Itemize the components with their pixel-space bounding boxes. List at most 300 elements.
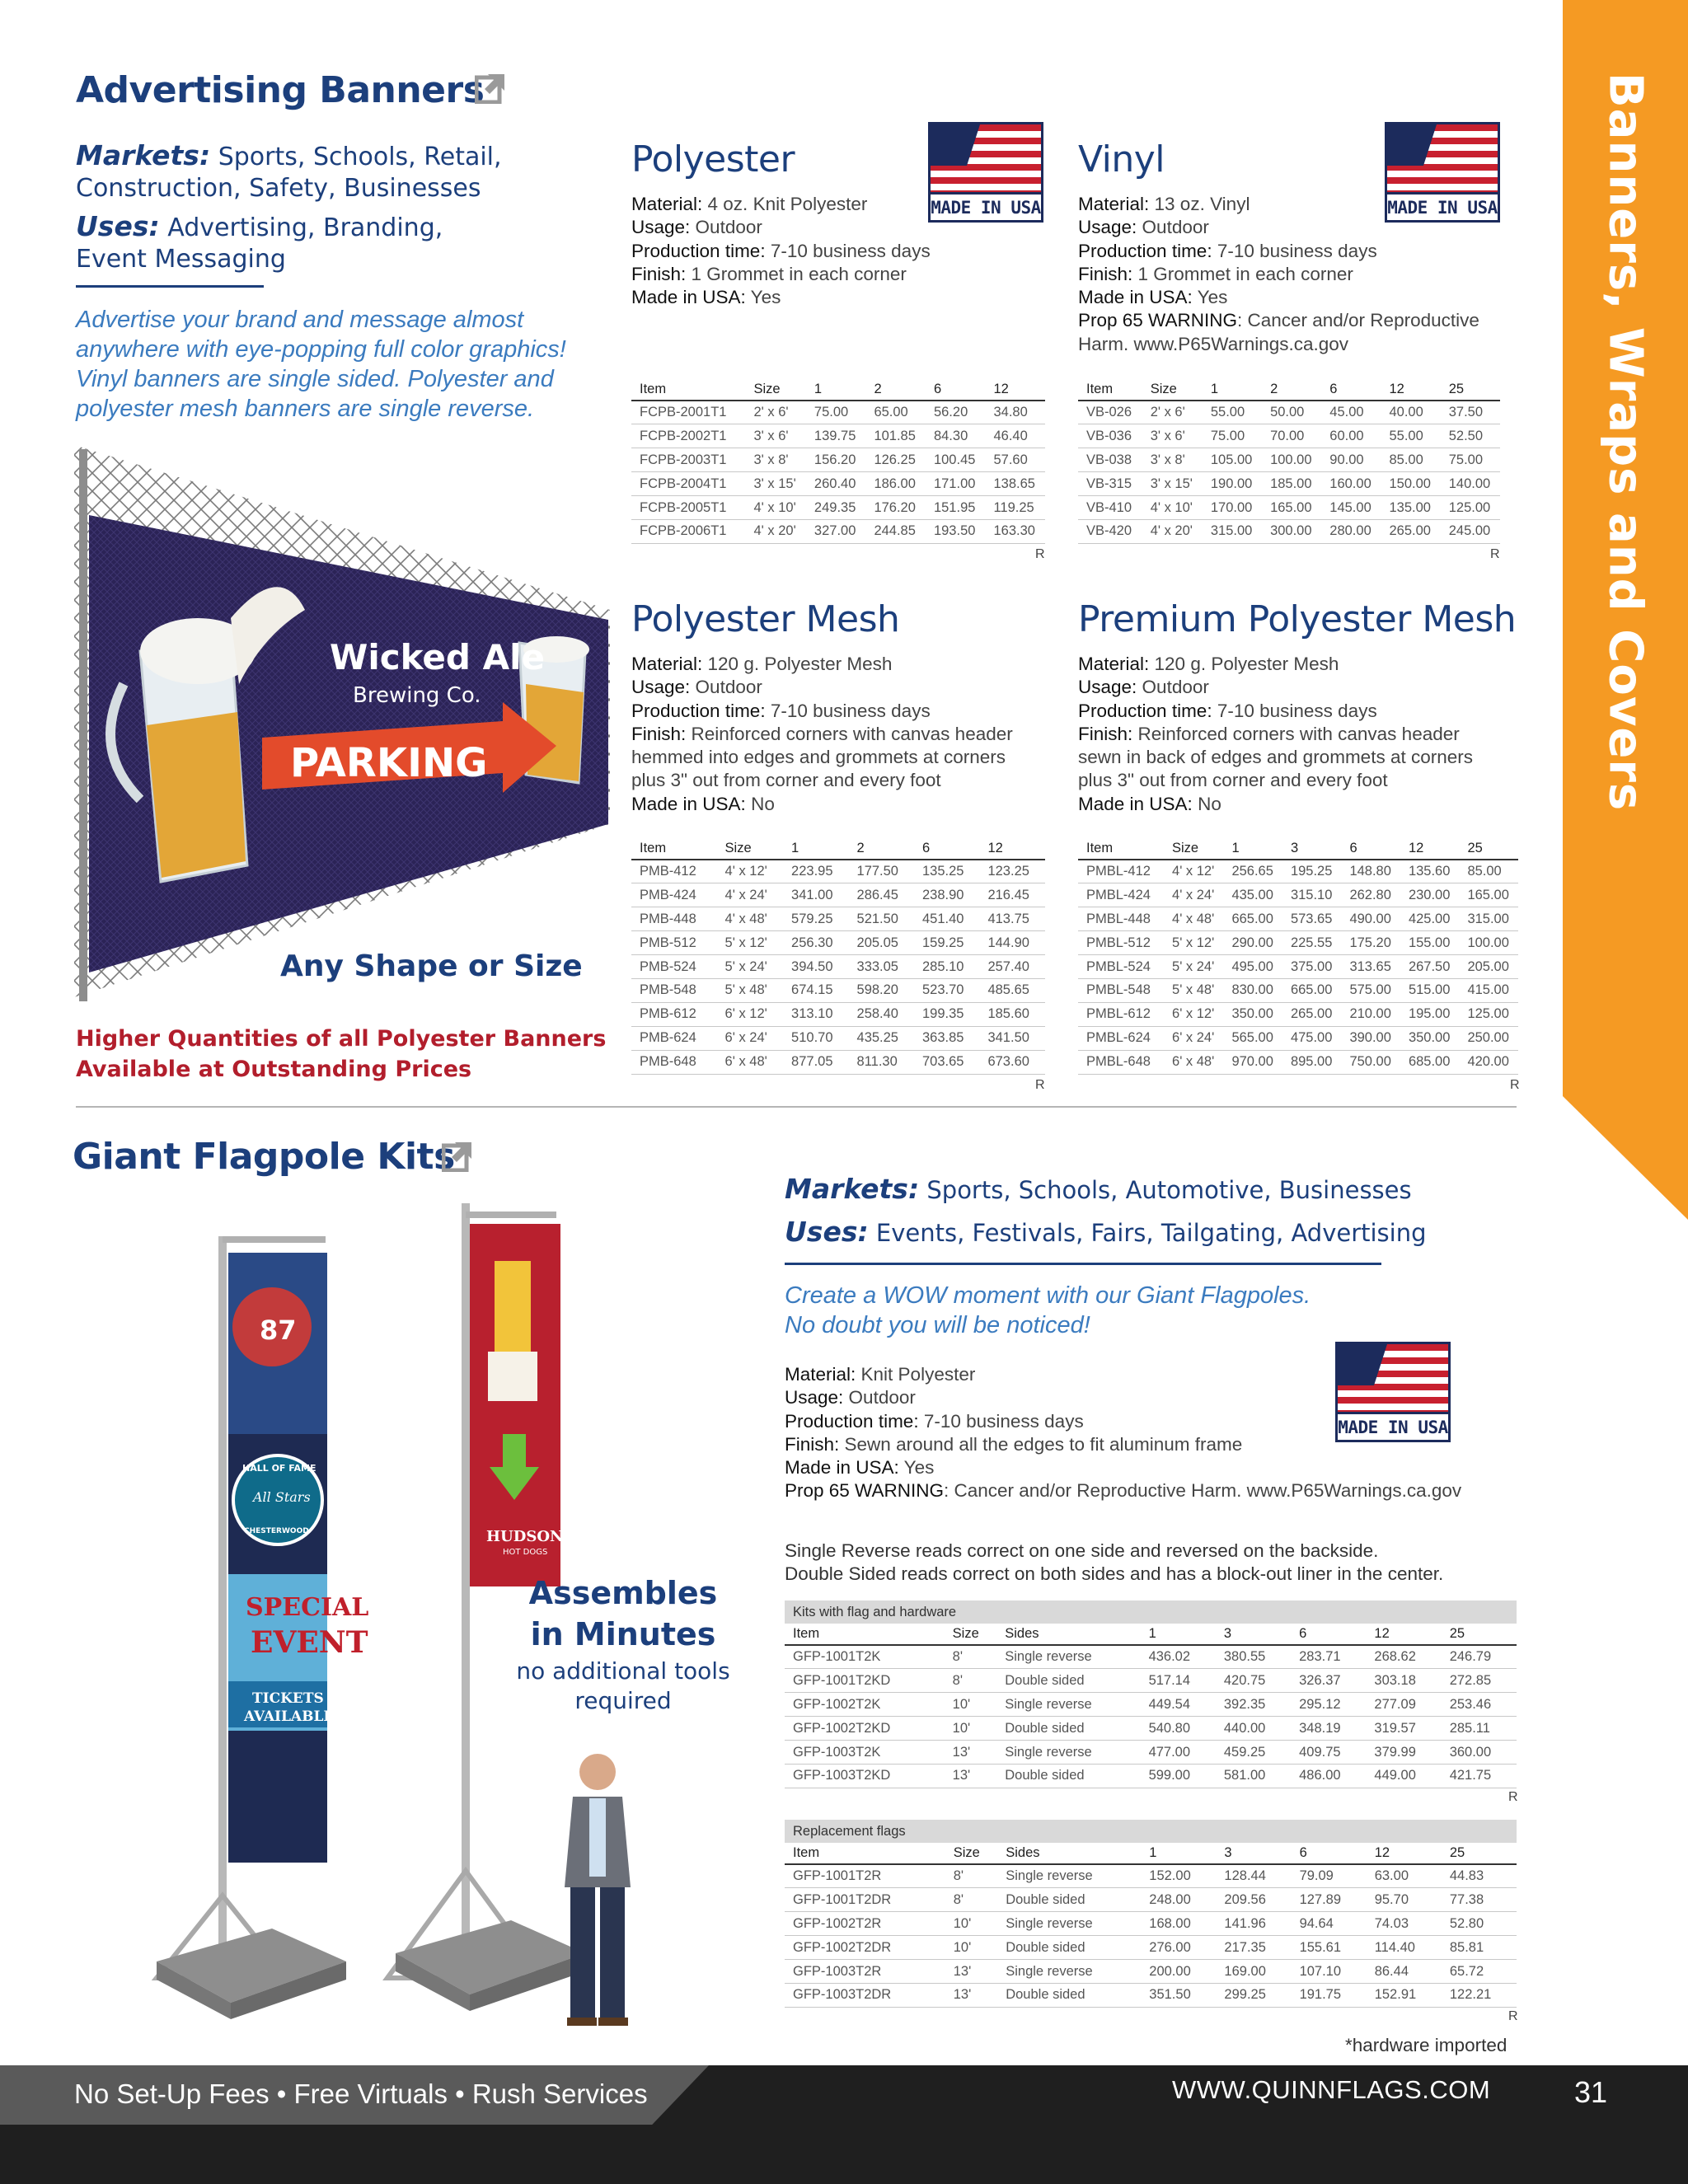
table-cell: 581.00: [1216, 1764, 1291, 1788]
table-cell: GFP-1003T2DR: [785, 1983, 945, 2007]
table-cell: 5' x 24': [1164, 955, 1223, 979]
divider: [785, 1263, 1381, 1265]
table-cell: PMB-612: [631, 1002, 717, 1026]
sides-note: Single Reverse reads correct on one side and reversed on the backside. Double Sided reads correct on both sides and has a block-out liner in the center.: [785, 1540, 1444, 1584]
table-cell: 210.00: [1341, 1002, 1400, 1026]
table-cell: 52.50: [1441, 424, 1500, 448]
table-cell: 515.00: [1400, 978, 1460, 1002]
table-cell: 665.00: [1223, 907, 1282, 931]
table-cell: 40.00: [1381, 401, 1441, 424]
table-cell: 169.00: [1216, 1960, 1291, 1984]
table-cell: 540.80: [1141, 1717, 1216, 1741]
r-mark: R: [1490, 547, 1500, 561]
table-cell: 244.85: [865, 519, 926, 543]
table-cell: 665.00: [1282, 978, 1342, 1002]
poly-mesh-price-table: [631, 838, 1045, 1075]
table-row: [785, 1912, 1517, 1936]
table-cell: FCPB-2005T1: [631, 496, 745, 520]
table-caption: Replacement flags: [785, 1820, 1517, 1843]
table-cell: 295.12: [1291, 1693, 1366, 1717]
table-cell: 8': [945, 1888, 997, 1912]
table-cell: 435.25: [849, 1026, 914, 1050]
column-header: Size: [945, 1843, 997, 1864]
table-header-row: [1078, 379, 1500, 401]
table-cell: GFP-1002T2KD: [785, 1717, 945, 1741]
column-header: 6: [1291, 1624, 1366, 1645]
table-cell: 277.09: [1366, 1693, 1441, 1717]
column-header: 12: [979, 838, 1045, 860]
table-cell: 90.00: [1321, 448, 1381, 472]
table-cell: 65.00: [865, 401, 926, 424]
table-cell: 253.46: [1442, 1693, 1517, 1717]
table-cell: Single reverse: [997, 1960, 1141, 1984]
column-header: 1: [1223, 838, 1282, 860]
table-cell: Double sided: [996, 1764, 1140, 1788]
table-cell: 63.00: [1367, 1864, 1442, 1888]
table-cell: 4' x 10': [745, 496, 805, 520]
polyester-price-table: [631, 379, 1045, 544]
table-cell: 75.00: [1441, 448, 1500, 472]
table-cell: PMB-624: [631, 1026, 717, 1050]
table-cell: 100.00: [1459, 931, 1518, 955]
table-cell: FCPB-2001T1: [631, 401, 745, 424]
table-cell: PMB-524: [631, 955, 717, 979]
table-cell: 230.00: [1400, 883, 1460, 907]
column-header: 2: [865, 379, 926, 401]
svg-text:All Stars: All Stars: [253, 1489, 311, 1505]
column-header: Size: [1142, 379, 1203, 401]
table-cell: 379.99: [1366, 1741, 1441, 1765]
table-cell: 486.00: [1291, 1764, 1366, 1788]
svg-text:CHESTERWOOD: CHESTERWOOD: [244, 1527, 309, 1535]
column-header: 6: [1341, 838, 1400, 860]
table-cell: GFP-1003T2K: [785, 1741, 945, 1765]
advertising-uses: Uses: Advertising, Branding, Event Messaging: [76, 210, 443, 274]
table-cell: 575.00: [1341, 978, 1400, 1002]
table-cell: 177.50: [849, 860, 914, 883]
table-cell: 573.65: [1282, 907, 1342, 931]
made-in-usa-badge: MADE IN USA: [1385, 122, 1500, 223]
table-cell: 350.00: [1223, 1002, 1282, 1026]
table-cell: PMB-548: [631, 978, 717, 1002]
footer-services: No Set-Up Fees • Free Virtuals • Rush Services: [74, 2079, 648, 2109]
table-cell: GFP-1001T2KD: [785, 1669, 945, 1693]
table-cell: 3' x 15': [745, 472, 805, 496]
premium-mesh-title: Premium Polyester Mesh: [1078, 598, 1517, 640]
table-row: [785, 1717, 1517, 1741]
table-cell: 4' x 12': [717, 860, 784, 883]
column-header: 6: [1292, 1843, 1367, 1864]
table-cell: 319.57: [1366, 1717, 1441, 1741]
table-cell: 152.91: [1367, 1983, 1442, 2007]
table-row: [631, 978, 1045, 1002]
table-cell: 185.60: [979, 1002, 1045, 1026]
table-cell: Single reverse: [997, 1864, 1141, 1888]
table-cell: PMB-412: [631, 860, 717, 883]
table-cell: 6' x 12': [1164, 1002, 1223, 1026]
table-cell: 375.00: [1282, 955, 1342, 979]
table-cell: 250.00: [1459, 1026, 1518, 1050]
kits-price-table: [785, 1601, 1517, 1788]
banner-arrow-text: PARKING: [290, 740, 488, 786]
svg-text:87: 87: [260, 1315, 297, 1346]
table-cell: 86.44: [1367, 1960, 1442, 1984]
table-cell: 290.00: [1223, 931, 1282, 955]
table-cell: 245.00: [1441, 519, 1500, 543]
table-cell: 5' x 12': [717, 931, 784, 955]
table-cell: 5' x 48': [1164, 978, 1223, 1002]
table-cell: 160.00: [1321, 472, 1381, 496]
table-cell: 260.40: [806, 472, 866, 496]
table-cell: 52.80: [1442, 1912, 1517, 1936]
table-row: [1078, 1002, 1518, 1026]
table-cell: 135.60: [1400, 860, 1460, 883]
svg-text:SPECIAL: SPECIAL: [246, 1593, 369, 1622]
column-header: Item: [785, 1843, 945, 1864]
table-cell: 394.50: [783, 955, 848, 979]
table-cell: 46.40: [985, 424, 1045, 448]
column-header: Size: [1164, 838, 1223, 860]
table-cell: 830.00: [1223, 978, 1282, 1002]
footer-url[interactable]: WWW.QUINNFLAGS.COM: [1172, 2075, 1491, 2104]
column-header: Sides: [996, 1624, 1140, 1645]
table-cell: 65.72: [1442, 1960, 1517, 1984]
column-header: Item: [631, 838, 717, 860]
table-cell: 4' x 48': [717, 907, 784, 931]
divider: [76, 285, 264, 288]
table-cell: 127.89: [1292, 1888, 1367, 1912]
table-header-row: [631, 838, 1045, 860]
table-cell: 673.60: [979, 1050, 1045, 1074]
table-row: [1078, 472, 1500, 496]
table-cell: 703.65: [914, 1050, 979, 1074]
table-cell: Double sided: [997, 1936, 1141, 1960]
table-cell: FCPB-2004T1: [631, 472, 745, 496]
table-cell: 170.00: [1203, 496, 1262, 520]
table-row: [785, 1764, 1517, 1788]
table-cell: PMB-448: [631, 907, 717, 931]
flagpole-blurb: Create a WOW moment with our Giant Flagpoles. No doubt you will be noticed!: [785, 1282, 1311, 1338]
table-cell: 598.20: [849, 978, 914, 1002]
table-cell: 477.00: [1141, 1741, 1216, 1765]
table-cell: 970.00: [1223, 1050, 1282, 1074]
table-cell: VB-038: [1078, 448, 1142, 472]
table-cell: 313.10: [783, 1002, 848, 1026]
table-cell: 205.00: [1459, 955, 1518, 979]
table-cell: 3' x 6': [745, 424, 805, 448]
advertising-title: Advertising Banners: [76, 69, 485, 111]
table-cell: 185.00: [1262, 472, 1321, 496]
column-header: 6: [914, 838, 979, 860]
table-cell: PMBL-524: [1078, 955, 1164, 979]
table-cell: 79.09: [1292, 1864, 1367, 1888]
external-link-icon[interactable]: [442, 1141, 473, 1172]
table-row: [631, 883, 1045, 907]
table-cell: 223.95: [783, 860, 848, 883]
table-cell: 55.00: [1203, 401, 1262, 424]
table-row: [785, 1669, 1517, 1693]
table-cell: Double sided: [996, 1717, 1140, 1741]
section-divider: [76, 1106, 1517, 1108]
banner-brand-sub: Brewing Co.: [353, 683, 481, 708]
flagpole-specs: Material: Knit Polyester Usage: Outdoor Production time: 7-10 business days Finish: Sewn around all the edges to fit aluminum frame Made in USA: Yes Prop 65 WARNING: Cancer and/or Reproductive Harm. www.P65Warnings.ca.gov: [785, 1364, 1462, 1502]
table-cell: 420.75: [1216, 1669, 1291, 1693]
svg-text:AVAILABLE: AVAILABLE: [244, 1708, 335, 1725]
r-mark: R: [1510, 1078, 1520, 1092]
table-cell: 4' x 20': [1142, 519, 1203, 543]
table-cell: 280.00: [1321, 519, 1381, 543]
table-cell: 77.38: [1442, 1888, 1517, 1912]
svg-text:HOT DOGS: HOT DOGS: [503, 1548, 548, 1557]
made-in-usa-badge: MADE IN USA: [1335, 1342, 1451, 1442]
table-cell: 4' x 20': [745, 519, 805, 543]
table-cell: 114.40: [1367, 1936, 1442, 1960]
table-cell: 4' x 24': [1164, 883, 1223, 907]
table-cell: 6' x 24': [1164, 1026, 1223, 1050]
polyester-specs: Material: 4 oz. Knit Polyester Usage: Outdoor Production time: 7-10 business days Finish: 1 Grommet in each corner Made in USA: Yes: [631, 194, 931, 308]
table-cell: PMBL-412: [1078, 860, 1164, 883]
table-row: [631, 1002, 1045, 1026]
table-cell: 435.00: [1223, 883, 1282, 907]
column-header: 2: [1262, 379, 1321, 401]
table-cell: 125.00: [1459, 1002, 1518, 1026]
table-cell: 510.70: [783, 1026, 848, 1050]
table-cell: 74.03: [1367, 1912, 1442, 1936]
table-cell: VB-036: [1078, 424, 1142, 448]
table-cell: 205.05: [849, 931, 914, 955]
table-cell: 6' x 48': [717, 1050, 784, 1074]
table-cell: 75.00: [1203, 424, 1262, 448]
vinyl-title: Vinyl: [1078, 138, 1165, 180]
table-cell: 449.54: [1141, 1693, 1216, 1717]
column-header: Size: [945, 1624, 997, 1645]
table-cell: 159.25: [914, 931, 979, 955]
column-header: 3: [1216, 1624, 1291, 1645]
table-cell: 45.00: [1321, 401, 1381, 424]
table-cell: 440.00: [1216, 1717, 1291, 1741]
table-cell: 5' x 48': [717, 978, 784, 1002]
table-cell: 283.71: [1291, 1645, 1366, 1669]
table-cell: 156.20: [806, 448, 866, 472]
table-cell: 176.20: [865, 496, 926, 520]
column-header: Item: [785, 1624, 945, 1645]
table-cell: 685.00: [1400, 1050, 1460, 1074]
column-header: 1: [783, 838, 848, 860]
table-cell: 195.00: [1400, 1002, 1460, 1026]
premium-mesh-price-table: [1078, 838, 1518, 1075]
table-cell: 13': [945, 1741, 997, 1765]
table-cell: PMBL-548: [1078, 978, 1164, 1002]
table-cell: 217.35: [1216, 1936, 1291, 1960]
table-cell: 4' x 10': [1142, 496, 1203, 520]
table-cell: 315.00: [1203, 519, 1262, 543]
table-cell: GFP-1002T2K: [785, 1693, 945, 1717]
column-header: 12: [985, 379, 1045, 401]
table-cell: 163.30: [985, 519, 1045, 543]
table-row: [1078, 496, 1500, 520]
table-header-row: [631, 379, 1045, 401]
table-row: [785, 1888, 1517, 1912]
table-cell: 599.00: [1141, 1764, 1216, 1788]
table-cell: 285.11: [1442, 1717, 1517, 1741]
table-cell: 326.37: [1291, 1669, 1366, 1693]
table-cell: Single reverse: [996, 1741, 1140, 1765]
table-cell: 57.60: [985, 448, 1045, 472]
table-cell: 3' x 8': [1142, 448, 1203, 472]
table-cell: 413.75: [979, 907, 1045, 931]
table-cell: 267.50: [1400, 955, 1460, 979]
table-cell: VB-420: [1078, 519, 1142, 543]
assembles-text: Assembles in Minutes: [528, 1575, 718, 1652]
table-row: [631, 1050, 1045, 1074]
table-cell: 122.21: [1442, 1983, 1517, 2007]
table-cell: 246.79: [1442, 1645, 1517, 1669]
poly-mesh-title: Polyester Mesh: [631, 598, 900, 640]
table-cell: 517.14: [1141, 1669, 1216, 1693]
table-cell: 13': [945, 1960, 997, 1984]
table-row: [1078, 955, 1518, 979]
table-cell: 190.00: [1203, 472, 1262, 496]
column-header: 6: [926, 379, 986, 401]
table-cell: 303.18: [1366, 1669, 1441, 1693]
table-row: [631, 424, 1045, 448]
column-header: Sides: [997, 1843, 1141, 1864]
table-cell: FCPB-2006T1: [631, 519, 745, 543]
table-cell: 348.19: [1291, 1717, 1366, 1741]
table-cell: 125.00: [1441, 496, 1500, 520]
table-cell: 171.00: [926, 472, 986, 496]
poly-mesh-specs: Material: 120 g. Polyester Mesh Usage: Outdoor Production time: 7-10 business days Finish: Reinforced corners with canvas header hemmed into edges and grommets at corners plus 3" out from corner and every foot Made in USA: No: [631, 654, 1013, 814]
table-cell: 165.00: [1262, 496, 1321, 520]
table-cell: 449.00: [1366, 1764, 1441, 1788]
table-cell: 60.00: [1321, 424, 1381, 448]
column-header: 1: [1141, 1624, 1216, 1645]
column-header: 3: [1216, 1843, 1291, 1864]
table-cell: 2' x 6': [745, 401, 805, 424]
table-cell: PMBL-612: [1078, 1002, 1164, 1026]
table-row: [785, 1741, 1517, 1765]
column-header: 1: [1203, 379, 1262, 401]
made-in-usa-badge: MADE IN USA: [928, 122, 1043, 223]
table-cell: 145.00: [1321, 496, 1381, 520]
table-cell: 420.00: [1459, 1050, 1518, 1074]
table-cell: FCPB-2003T1: [631, 448, 745, 472]
table-cell: 123.25: [979, 860, 1045, 883]
table-row: [1078, 448, 1500, 472]
table-cell: 256.65: [1223, 860, 1282, 883]
table-cell: 579.25: [783, 907, 848, 931]
column-header: 12: [1381, 379, 1441, 401]
table-cell: 390.00: [1341, 1026, 1400, 1050]
column-header: 25: [1442, 1843, 1517, 1864]
table-cell: 300.00: [1262, 519, 1321, 543]
us-flag-icon: [1338, 1344, 1448, 1413]
table-cell: GFP-1003T2KD: [785, 1764, 945, 1788]
table-cell: 8': [945, 1669, 997, 1693]
table-cell: 50.00: [1262, 401, 1321, 424]
table-row: [631, 401, 1045, 424]
table-cell: 70.00: [1262, 424, 1321, 448]
table-cell: 523.70: [914, 978, 979, 1002]
table-cell: 350.00: [1400, 1026, 1460, 1050]
premium-mesh-specs: Material: 120 g. Polyester Mesh Usage: Outdoor Production time: 7-10 business days Finish: Reinforced corners with canvas header sewn in back of edges and grommets at corners plus 3" out from corner and every foot Made in USA: No: [1078, 654, 1473, 814]
table-cell: 285.10: [914, 955, 979, 979]
table-cell: 315.00: [1459, 907, 1518, 931]
table-cell: VB-026: [1078, 401, 1142, 424]
column-header: 25: [1442, 1624, 1517, 1645]
table-row: [1078, 860, 1518, 883]
table-cell: 327.00: [806, 519, 866, 543]
tools-text: no additional tools required: [516, 1657, 730, 1714]
table-caption: Kits with flag and hardware: [785, 1601, 1517, 1624]
table-cell: Single reverse: [996, 1645, 1140, 1669]
table-cell: PMBL-424: [1078, 883, 1164, 907]
table-cell: 5' x 24': [717, 955, 784, 979]
table-cell: 265.00: [1381, 519, 1441, 543]
table-cell: 877.05: [783, 1050, 848, 1074]
table-cell: 272.85: [1442, 1669, 1517, 1693]
external-link-icon[interactable]: [475, 73, 506, 104]
table-cell: 13': [945, 1764, 997, 1788]
table-cell: 521.50: [849, 907, 914, 931]
table-cell: 315.10: [1282, 883, 1342, 907]
higher-quantities-text: Higher Quantities of all Polyester Banners Available at Outstanding Prices: [76, 1026, 607, 1082]
table-cell: 10': [945, 1693, 997, 1717]
table-cell: 8': [945, 1645, 997, 1669]
table-cell: 811.30: [849, 1050, 914, 1074]
table-row: [1078, 907, 1518, 931]
table-cell: VB-315: [1078, 472, 1142, 496]
table-cell: 151.95: [926, 496, 986, 520]
table-cell: 341.00: [783, 883, 848, 907]
us-flag-icon: [1387, 124, 1498, 194]
table-cell: 3' x 8': [745, 448, 805, 472]
table-cell: PMBL-648: [1078, 1050, 1164, 1074]
table-cell: 135.25: [914, 860, 979, 883]
table-cell: PMB-648: [631, 1050, 717, 1074]
table-cell: 150.00: [1381, 472, 1441, 496]
r-mark: R: [1508, 2009, 1518, 2023]
table-cell: 85.00: [1381, 448, 1441, 472]
banner-brand: Wicked Ale: [330, 637, 545, 677]
table-cell: 5' x 12': [1164, 931, 1223, 955]
table-cell: 195.25: [1282, 860, 1342, 883]
table-cell: 155.61: [1292, 1936, 1367, 1960]
column-header: Size: [717, 838, 784, 860]
table-cell: 409.75: [1291, 1741, 1366, 1765]
table-cell: 119.25: [985, 496, 1045, 520]
table-row: [631, 955, 1045, 979]
table-row: [631, 931, 1045, 955]
side-tab-label: Banners, Wraps and Covers: [1598, 73, 1653, 812]
table-row: [631, 448, 1045, 472]
column-header: 12: [1400, 838, 1460, 860]
table-row: [1078, 401, 1500, 424]
table-cell: 268.62: [1366, 1645, 1441, 1669]
svg-text:TICKETS: TICKETS: [252, 1690, 324, 1707]
table-cell: 155.00: [1400, 931, 1460, 955]
r-mark: R: [1035, 1078, 1045, 1092]
table-cell: GFP-1003T2R: [785, 1960, 945, 1984]
any-shape-text: Any Shape or Size: [280, 949, 583, 983]
table-cell: GFP-1001T2K: [785, 1645, 945, 1669]
table-cell: 10': [945, 1717, 997, 1741]
svg-text:EVENT: EVENT: [251, 1625, 368, 1660]
column-header: 25: [1441, 379, 1500, 401]
table-row: [1078, 1026, 1518, 1050]
us-flag-icon: [931, 124, 1041, 194]
fence-banner-image: [74, 437, 610, 1005]
